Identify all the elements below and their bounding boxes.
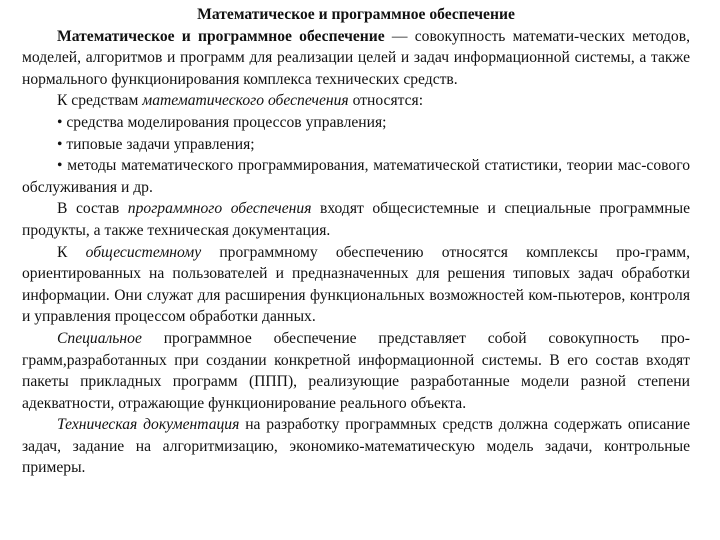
italic-term: математического обеспечения (142, 92, 349, 110)
page-title: Математическое и программное обеспечение (197, 6, 515, 23)
paragraph-tech-docs (22, 414, 690, 479)
paragraph-text: В состав (57, 200, 128, 218)
paragraph-text: программному обеспечению относятся комплексы про-грамм, ориентированных на пользователей и предназначенных для решения типовых задач обработки информации. Они служат для расширения функциональных возможностей ком-пьютеров, контроля и управления процессом обработки данных. (22, 243, 690, 326)
defined-term: Математическое и программное обеспечение (57, 27, 385, 45)
italic-term: программного обеспечения (127, 200, 312, 218)
paragraph-system-software (22, 242, 690, 328)
paragraph-definition (22, 26, 690, 91)
italic-term: Специальное (57, 329, 142, 347)
paragraph-text: К средствам (57, 92, 143, 110)
paragraph-text: относятся: (348, 92, 424, 110)
paragraph-text: программное обеспечение представляет собой совокупность про-грамм,разработанных при создании конкретной информационной системы. В его состав входят пакеты прикладных программ (ППП), реализующие разработанные модели разной степени адекватности, отражающие функционирование реального объекта. (22, 329, 690, 412)
paragraph-software (22, 198, 690, 241)
bullet-item: • средства моделирования процессов управления; (57, 113, 387, 131)
paragraph-math-means (22, 90, 690, 112)
bullet-item: • типовые задачи управления; (57, 135, 255, 153)
paragraph-text: — совокупность математи-ческих методов, моделей, алгоритмов и программ для реализации целей и задач информационной системы, а также нормального функционирования комплекса технических средств. (22, 27, 690, 88)
document-page (22, 4, 690, 479)
paragraph-text: входят общесистемные и специальные программные продукты, а также техническая документация. (22, 200, 691, 239)
paragraph-special-software (22, 328, 690, 414)
paragraph-text: К (57, 243, 86, 261)
bullet-item: • методы математического программирования, математической статистики, теории мас-сового обслуживания и др. (22, 157, 690, 196)
italic-term: общесистемному (85, 243, 202, 261)
paragraph-text: на разработку программных средств должна содержать описание задач, задание на алгоритмизацию, экономико-математическую модель задачи, контрольные примеры. (22, 416, 691, 477)
italic-term: Техническая документация (57, 416, 240, 434)
